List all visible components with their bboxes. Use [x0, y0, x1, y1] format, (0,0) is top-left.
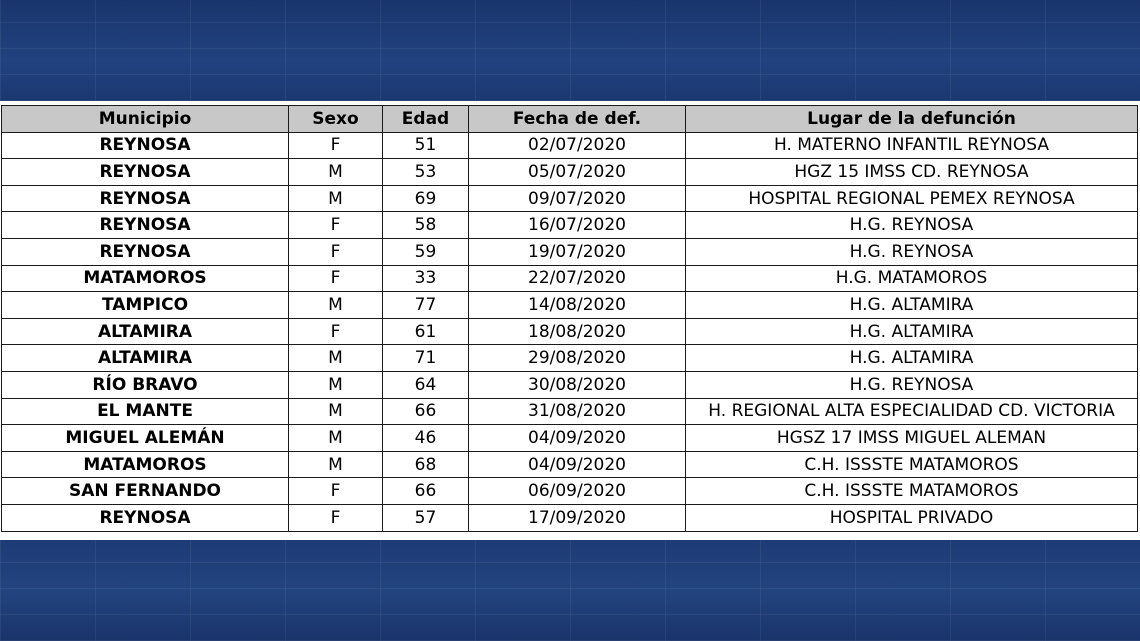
- cell-lugar: HGSZ 17 IMSS MIGUEL ALEMAN: [686, 425, 1138, 452]
- cell-fecha: 05/07/2020: [469, 159, 686, 186]
- table-row: [2, 212, 1138, 239]
- cell-sexo: M: [289, 398, 383, 425]
- cell-edad: 69: [383, 185, 469, 212]
- cell-sexo: M: [289, 292, 383, 319]
- cell-sexo: F: [289, 504, 383, 531]
- background-grid-bottom: [0, 540, 1140, 641]
- table-row: [2, 478, 1138, 505]
- cell-municipio: ALTAMIRA: [2, 318, 289, 345]
- cell-lugar: C.H. ISSSTE MATAMOROS: [686, 451, 1138, 478]
- cell-lugar: H.G. ALTAMIRA: [686, 345, 1138, 372]
- table-row: [2, 425, 1138, 452]
- table-header-row: [2, 106, 1138, 133]
- header-municipio: Municipio: [2, 106, 289, 133]
- cell-edad: 77: [383, 292, 469, 319]
- cell-edad: 71: [383, 345, 469, 372]
- cell-sexo: F: [289, 478, 383, 505]
- cell-fecha: 30/08/2020: [469, 371, 686, 398]
- cell-municipio: REYNOSA: [2, 159, 289, 186]
- cell-edad: 66: [383, 398, 469, 425]
- cell-fecha: 22/07/2020: [469, 265, 686, 292]
- cell-sexo: F: [289, 238, 383, 265]
- cell-municipio: MIGUEL ALEMÁN: [2, 425, 289, 452]
- cell-sexo: M: [289, 185, 383, 212]
- table-row: [2, 318, 1138, 345]
- cell-municipio: REYNOSA: [2, 238, 289, 265]
- cell-sexo: M: [289, 451, 383, 478]
- cell-edad: 53: [383, 159, 469, 186]
- cell-lugar: H. REGIONAL ALTA ESPECIALIDAD CD. VICTORIA: [686, 398, 1138, 425]
- header-lugar: Lugar de la defunción: [686, 106, 1138, 133]
- cell-edad: 58: [383, 212, 469, 239]
- cell-fecha: 06/09/2020: [469, 478, 686, 505]
- cell-fecha: 09/07/2020: [469, 185, 686, 212]
- cell-municipio: EL MANTE: [2, 398, 289, 425]
- cell-municipio: ALTAMIRA: [2, 345, 289, 372]
- cell-lugar: HOSPITAL REGIONAL PEMEX REYNOSA: [686, 185, 1138, 212]
- table-row: [2, 185, 1138, 212]
- cell-edad: 68: [383, 451, 469, 478]
- cell-lugar: C.H. ISSSTE MATAMOROS: [686, 478, 1138, 505]
- cell-lugar: H. MATERNO INFANTIL REYNOSA: [686, 132, 1138, 159]
- table-row: [2, 159, 1138, 186]
- cell-edad: 59: [383, 238, 469, 265]
- cell-lugar: H.G. ALTAMIRA: [686, 292, 1138, 319]
- cell-municipio: REYNOSA: [2, 185, 289, 212]
- cell-sexo: M: [289, 425, 383, 452]
- cell-fecha: 04/09/2020: [469, 425, 686, 452]
- cell-municipio: TAMPICO: [2, 292, 289, 319]
- cell-municipio: RÍO BRAVO: [2, 371, 289, 398]
- cell-edad: 61: [383, 318, 469, 345]
- cell-lugar: H.G. REYNOSA: [686, 371, 1138, 398]
- cell-edad: 66: [383, 478, 469, 505]
- table-row: [2, 451, 1138, 478]
- cell-sexo: F: [289, 318, 383, 345]
- table-row: [2, 132, 1138, 159]
- cell-sexo: F: [289, 265, 383, 292]
- cell-fecha: 19/07/2020: [469, 238, 686, 265]
- cell-edad: 51: [383, 132, 469, 159]
- cell-fecha: 16/07/2020: [469, 212, 686, 239]
- cell-lugar: H.G. REYNOSA: [686, 238, 1138, 265]
- cell-fecha: 29/08/2020: [469, 345, 686, 372]
- cell-lugar: H.G. MATAMOROS: [686, 265, 1138, 292]
- table-row: [2, 238, 1138, 265]
- cell-fecha: 04/09/2020: [469, 451, 686, 478]
- cell-edad: 33: [383, 265, 469, 292]
- table-row: [2, 345, 1138, 372]
- cell-municipio: REYNOSA: [2, 212, 289, 239]
- deaths-table: [1, 105, 1138, 532]
- cell-lugar: H.G. ALTAMIRA: [686, 318, 1138, 345]
- cell-municipio: MATAMOROS: [2, 265, 289, 292]
- deaths-table-sheet: [0, 101, 1140, 540]
- cell-lugar: HGZ 15 IMSS CD. REYNOSA: [686, 159, 1138, 186]
- header-edad: Edad: [383, 106, 469, 133]
- header-sexo: Sexo: [289, 106, 383, 133]
- cell-fecha: 18/08/2020: [469, 318, 686, 345]
- table-row: [2, 398, 1138, 425]
- table-body: [2, 132, 1138, 531]
- cell-sexo: F: [289, 212, 383, 239]
- table-row: [2, 292, 1138, 319]
- cell-municipio: MATAMOROS: [2, 451, 289, 478]
- cell-edad: 64: [383, 371, 469, 398]
- cell-sexo: M: [289, 159, 383, 186]
- cell-municipio: SAN FERNANDO: [2, 478, 289, 505]
- cell-municipio: REYNOSA: [2, 132, 289, 159]
- header-fecha: Fecha de def.: [469, 106, 686, 133]
- table-row: [2, 504, 1138, 531]
- background-grid-top: [0, 0, 1140, 101]
- cell-sexo: M: [289, 371, 383, 398]
- table-row: [2, 265, 1138, 292]
- cell-edad: 57: [383, 504, 469, 531]
- cell-fecha: 14/08/2020: [469, 292, 686, 319]
- cell-municipio: REYNOSA: [2, 504, 289, 531]
- table-row: [2, 371, 1138, 398]
- cell-sexo: F: [289, 132, 383, 159]
- cell-lugar: HOSPITAL PRIVADO: [686, 504, 1138, 531]
- cell-sexo: M: [289, 345, 383, 372]
- cell-edad: 46: [383, 425, 469, 452]
- cell-lugar: H.G. REYNOSA: [686, 212, 1138, 239]
- cell-fecha: 02/07/2020: [469, 132, 686, 159]
- cell-fecha: 31/08/2020: [469, 398, 686, 425]
- cell-fecha: 17/09/2020: [469, 504, 686, 531]
